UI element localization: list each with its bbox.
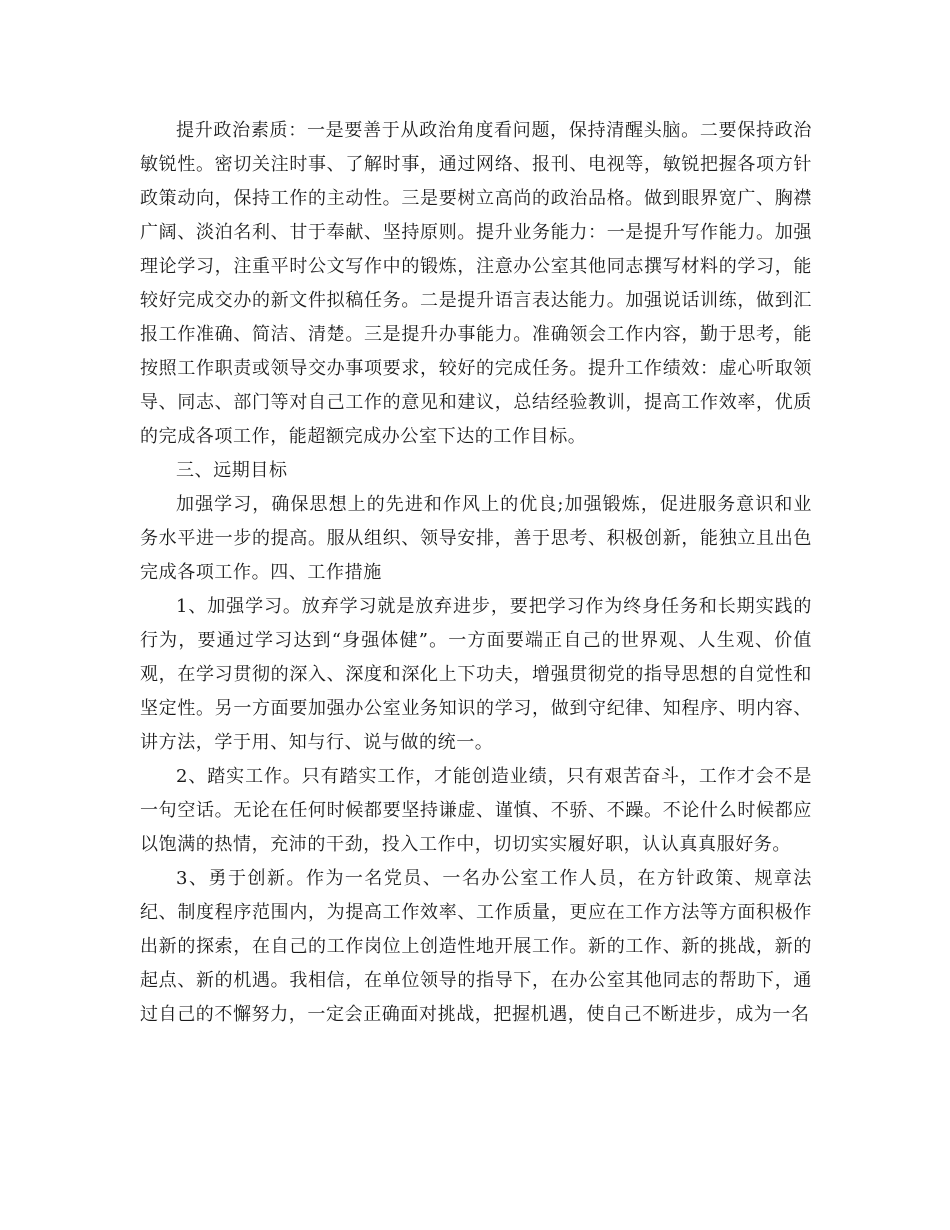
paragraph-measure-work: 2、踏实工作。只有踏实工作，才能创造业绩，只有艰苦奋斗，工作才会不是一句空话。无论在任何时候都要坚持谦虚、谨慎、不骄、不躁。不论什么时候都应以饱满的热情，充沛的干劲，投入工作中，切切实实履好职，认认真真服好务。	[140, 766, 812, 855]
section-heading-long-term-goals: 三、远期目标	[176, 460, 288, 481]
document-body	[140, 114, 812, 1032]
paragraph-measure-innovate: 3、勇于创新。作为一名党员、一名办公室工作人员，在方针政策、规章法纪、制度程序范围内，为提高工作效率、工作质量，更应在工作方法等方面积极作出新的探索，在自己的工作岗位上创造性地开展工作。新的工作、新的挑战，新的起点、新的机遇。我相信，在单位领导的指导下，在办公室其他同志的帮助下，通过自己的不懈努力，一定会正确面对挑战，把握机遇，使自己不断进步，成为一名	[140, 868, 812, 1025]
paragraph-political-quality: 提升政治素质：一是要善于从政治角度看问题，保持清醒头脑。二要保持政治敏锐性。密切关注时事、了解时事，通过网络、报刊、电视等，敏锐把握各项方针政策动向，保持工作的主动性。三是要树立高尚的政治品格。做到眼界宽广、胸襟广阔、淡泊名利、甘于奉献、坚持原则。提升业务能力：一是提升写作能力。加强理论学习，注重平时公文写作中的锻炼，注意办公室其他同志撰写材料的学习，能较好完成交办的新文件拟稿任务。二是提升语言表达能力。加强说话训练，做到汇报工作准确、简洁、清楚。三是提升办事能力。准确领会工作内容，勤于思考，能按照工作职责或领导交办事项要求，较好的完成任务。提升工作绩效：虚心听取领导、同志、部门等对自己工作的意见和建议，总结经验教训，提高工作效率，优质的完成各项工作，能超额完成办公室下达的工作目标。	[140, 120, 812, 447]
paragraph-measure-study: 1、加强学习。放弃学习就是放弃进步，要把学习作为终身任务和长期实践的行为，要通过学习达到“身强体健”。一方面要端正自己的世界观、人生观、价值观，在学习贯彻的深入、深度和深化上下功夫，增强贯彻党的指导思想的自觉性和坚定性。另一方面要加强办公室业务知识的学习，做到守纪律、知程序、明内容、讲方法，学于用、知与行、说与做的统一。	[140, 596, 812, 753]
paragraph-long-term-goals: 加强学习，确保思想上的先进和作风上的优良;加强锻炼，促进服务意识和业务水平进一步的提高。服从组织、领导安排，善于思考、积极创新，能独立且出色完成各项工作。四、工作措施	[140, 494, 812, 583]
